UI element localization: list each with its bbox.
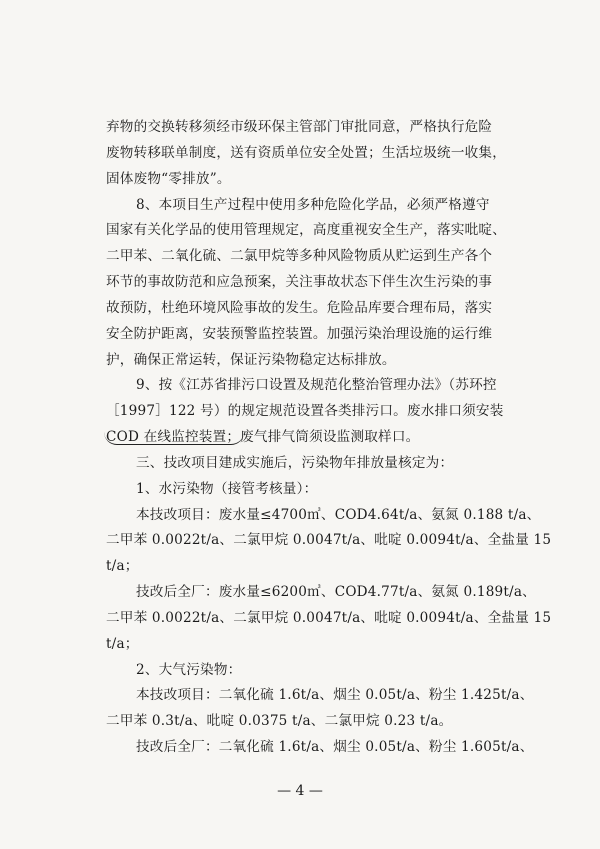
text-line: 固体废物“零排放”。 — [106, 170, 231, 187]
text-line: 技改后全厂：废水量≤6200㎥、COD4.77t/a、氨氮 0.189t/a、 — [136, 584, 536, 600]
text-line: 技改后全厂：二氧化硫 1.6t/a、烟尘 0.05t/a、粉尘 1.605t/a、 — [136, 739, 534, 755]
handwritten-underline — [104, 432, 244, 445]
text-line: 弃物的交换转移须经市级环保主管部门审批同意，严格执行危险 — [106, 119, 493, 135]
text-line: 国家有关化学品的使用管理规定，高度重视安全生产，落实吡啶、 — [106, 222, 507, 239]
text-line: 安全防护距离，安装预警监控装置。加强污染治理设施的运行维 — [106, 325, 493, 342]
text-line: 8、本项目生产过程中使用多种危险化学品，必须严格遵守 — [136, 196, 490, 213]
text-line: 9、按《江苏省排污口设置及规范化整治管理办法》（苏环控 — [136, 377, 497, 394]
text-line: 本技改项目：废水量≤4700㎥、COD4.64t/a、氨氮 0.188 t/a、 — [136, 506, 541, 523]
text-line: t/a； — [106, 558, 139, 575]
text-line: 本技改项目：二氧化硫 1.6t/a、烟尘 0.05t/a、粉尘 1.425t/a、 — [136, 687, 534, 704]
text-line: 故预防，杜绝环境风险事故的发生。危险品库要合理布局，落实 — [106, 299, 493, 316]
section-heading: 三、技改项目建成实施后，污染物年排放量核定为： — [136, 454, 454, 471]
text-line: 废物转移联单制度，送有资质单位安全处置；生活垃圾统一收集， — [106, 144, 507, 161]
page-number: — 4 — — [277, 783, 323, 799]
text-line: 护，确保正常运转，保证污染物稳定达标排放。 — [106, 351, 396, 368]
subsection-heading: 2、大气污染物： — [136, 661, 242, 678]
text-line: 二甲苯 0.0022t/a、二氯甲烷 0.0047t/a、吡啶 0.0094t/a、全盐量 15 — [106, 609, 552, 626]
text-line: t/a； — [106, 635, 139, 652]
text-line: 环节的事故防范和应急预案，关注事故状态下伴生次生污染的事 — [106, 274, 493, 290]
text-line: ［1997］122 号）的规定规范设置各类排污口。废水排口须安装 — [106, 403, 504, 420]
text-line: 二甲苯 0.0022t/a、二氯甲烷 0.0047t/a、吡啶 0.0094t/a、全盐量 15 — [106, 532, 552, 549]
text-line: 二甲苯、二氧化硫、二氯甲烷等多种风险物质从贮运到生产各个 — [106, 248, 493, 265]
text-line: 二甲苯 0.3t/a、吡啶 0.0375 t/a、二氯甲烷 0.23 t/a。 — [106, 713, 453, 730]
text-line: COD 在线监控装置；废气排气筒须设监测取样口。 — [106, 429, 420, 445]
subsection-heading: 1、水污染物（接管考核量）： — [136, 480, 318, 497]
